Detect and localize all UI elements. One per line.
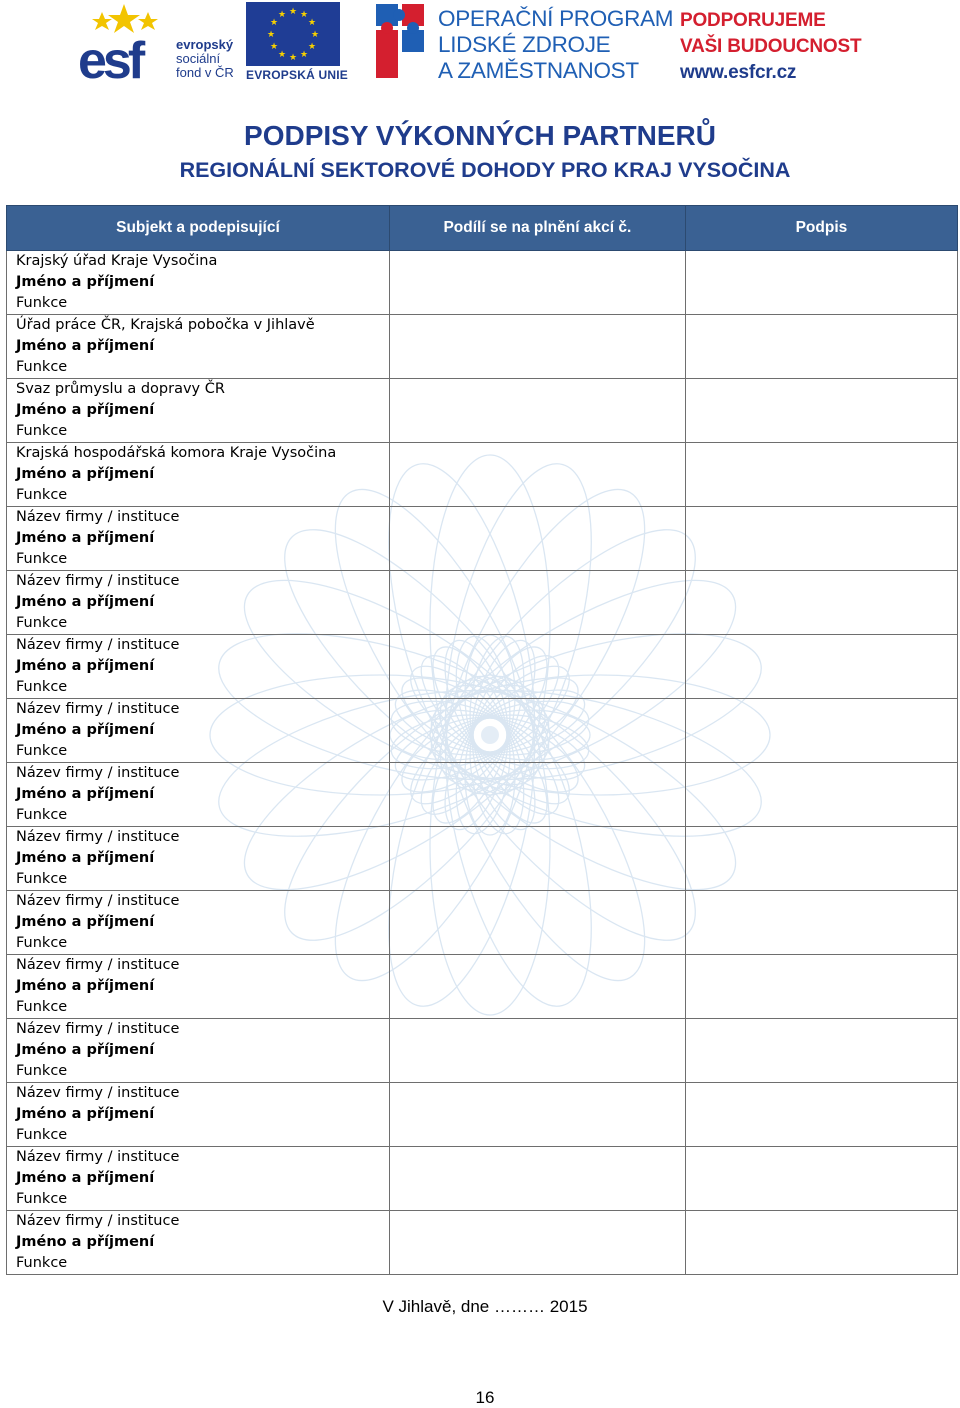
subject-cell bbox=[7, 251, 390, 315]
signature-cell[interactable] bbox=[685, 1211, 957, 1275]
subject-cell bbox=[7, 1211, 390, 1275]
svg-text:★: ★ bbox=[310, 30, 320, 40]
organization-name: Název firmy / instituce bbox=[16, 957, 180, 973]
support-line-2: VAŠI BUDOUCNOST bbox=[680, 36, 862, 57]
svg-text:★: ★ bbox=[269, 42, 279, 52]
table-row bbox=[7, 443, 958, 507]
actions-cell[interactable] bbox=[389, 1211, 685, 1275]
table-row bbox=[7, 763, 958, 827]
svg-text:★: ★ bbox=[299, 10, 309, 20]
organization-name: Krajská hospodářská komora Kraje Vysočina bbox=[16, 445, 337, 461]
esf-line-2: sociální bbox=[176, 51, 221, 66]
signatory-role-label: Funkce bbox=[16, 871, 68, 887]
actions-cell[interactable] bbox=[389, 955, 685, 1019]
support-logo-text bbox=[680, 8, 861, 86]
organization-name: Svaz průmyslu a dopravy ČR bbox=[16, 381, 225, 397]
organization-name: Název firmy / instituce bbox=[16, 1149, 180, 1165]
organization-name: Krajský úřad Kraje Vysočina bbox=[16, 253, 218, 269]
eu-label: EVROPSKÁ UNIE bbox=[246, 68, 348, 82]
signatory-name-label: Jméno a příjmení bbox=[16, 658, 155, 674]
signature-cell[interactable] bbox=[685, 955, 957, 1019]
signatory-name-label: Jméno a příjmení bbox=[16, 1042, 155, 1058]
organization-name: Název firmy / instituce bbox=[16, 765, 180, 781]
signatory-role-label: Funkce bbox=[16, 1063, 68, 1079]
signatory-name-label: Jméno a příjmení bbox=[16, 914, 155, 930]
signatory-name-label: Jméno a příjmení bbox=[16, 274, 155, 290]
signature-cell[interactable] bbox=[685, 1147, 957, 1211]
actions-cell[interactable] bbox=[389, 827, 685, 891]
table-row bbox=[7, 699, 958, 763]
table-row bbox=[7, 891, 958, 955]
actions-cell[interactable] bbox=[389, 507, 685, 571]
actions-cell[interactable] bbox=[389, 571, 685, 635]
table-row bbox=[7, 635, 958, 699]
signatory-name-label: Jméno a příjmení bbox=[16, 530, 155, 546]
organization-name: Název firmy / instituce bbox=[16, 1213, 180, 1229]
esf-line-1: evropský bbox=[176, 37, 234, 52]
signatory-name-label: Jméno a příjmení bbox=[16, 1106, 155, 1122]
svg-text:★: ★ bbox=[277, 10, 287, 20]
subject-cell bbox=[7, 443, 390, 507]
table-row bbox=[7, 379, 958, 443]
actions-cell[interactable] bbox=[389, 1019, 685, 1083]
subject-cell bbox=[7, 1019, 390, 1083]
actions-cell[interactable] bbox=[389, 891, 685, 955]
table-row bbox=[7, 955, 958, 1019]
subject-cell bbox=[7, 571, 390, 635]
signatory-name-label: Jméno a příjmení bbox=[16, 786, 155, 802]
signatory-role-label: Funkce bbox=[16, 1127, 68, 1143]
signatory-name-label: Jméno a příjmení bbox=[16, 722, 155, 738]
signatory-role-label: Funkce bbox=[16, 359, 68, 375]
signatory-name-label: Jméno a příjmení bbox=[16, 1234, 155, 1250]
organization-name: Název firmy / instituce bbox=[16, 893, 180, 909]
organization-name: Název firmy / instituce bbox=[16, 509, 180, 525]
actions-cell[interactable] bbox=[389, 1147, 685, 1211]
subject-cell bbox=[7, 315, 390, 379]
esf-logo-text bbox=[176, 38, 234, 80]
support-url: www.esfcr.cz bbox=[680, 62, 797, 83]
actions-cell[interactable] bbox=[389, 443, 685, 507]
signature-cell[interactable] bbox=[685, 763, 957, 827]
svg-text:★: ★ bbox=[269, 18, 279, 28]
organization-name: Název firmy / instituce bbox=[16, 573, 180, 589]
signatory-role-label: Funkce bbox=[16, 743, 68, 759]
table-body bbox=[7, 251, 958, 1275]
signatory-role-label: Funkce bbox=[16, 1255, 68, 1271]
signatory-name-label: Jméno a příjmení bbox=[16, 402, 155, 418]
svg-text:★: ★ bbox=[307, 18, 317, 28]
signatory-role-label: Funkce bbox=[16, 423, 68, 439]
actions-cell[interactable] bbox=[389, 763, 685, 827]
actions-cell[interactable] bbox=[389, 635, 685, 699]
actions-cell[interactable] bbox=[389, 315, 685, 379]
actions-cell[interactable] bbox=[389, 251, 685, 315]
op-line-3: A ZAMĚSTNANOST bbox=[438, 58, 639, 83]
signature-cell[interactable] bbox=[685, 379, 957, 443]
subject-cell bbox=[7, 827, 390, 891]
table-row bbox=[7, 315, 958, 379]
organization-name: Název firmy / instituce bbox=[16, 829, 180, 845]
table-row bbox=[7, 1147, 958, 1211]
signatory-name-label: Jméno a příjmení bbox=[16, 466, 155, 482]
signature-cell[interactable] bbox=[685, 891, 957, 955]
signature-cell[interactable] bbox=[685, 635, 957, 699]
table-row bbox=[7, 1083, 958, 1147]
page-number: 16 bbox=[475, 1388, 495, 1407]
signatory-role-label: Funkce bbox=[16, 1191, 68, 1207]
table-row bbox=[7, 1211, 958, 1275]
subject-cell bbox=[7, 699, 390, 763]
signatory-name-label: Jméno a příjmení bbox=[16, 1170, 155, 1186]
svg-text:★: ★ bbox=[277, 50, 287, 60]
page-title: PODPISY VÝKONNÝCH PARTNERŮ bbox=[244, 120, 716, 151]
table-row bbox=[7, 507, 958, 571]
subject-cell bbox=[7, 507, 390, 571]
table-row bbox=[7, 827, 958, 891]
actions-cell[interactable] bbox=[389, 699, 685, 763]
signatory-name-label: Jméno a příjmení bbox=[16, 850, 155, 866]
column-header-signature: Podpis bbox=[685, 206, 957, 251]
date-line: V Jihlavě, dne ……… 2015 bbox=[382, 1297, 588, 1316]
signatory-name-label: Jméno a příjmení bbox=[16, 594, 155, 610]
signatory-role-label: Funkce bbox=[16, 679, 68, 695]
subject-cell bbox=[7, 763, 390, 827]
svg-text:★: ★ bbox=[266, 30, 276, 40]
support-line-1: PODPORUJEME bbox=[680, 10, 826, 31]
signatory-role-label: Funkce bbox=[16, 615, 68, 631]
op-line-1: OPERAČNÍ PROGRAM bbox=[438, 6, 674, 31]
organization-name: Název firmy / instituce bbox=[16, 1021, 180, 1037]
signatory-role-label: Funkce bbox=[16, 999, 68, 1015]
organization-name: Úřad práce ČR, Krajská pobočka v Jihlavě bbox=[16, 317, 315, 333]
signature-cell[interactable] bbox=[685, 1083, 957, 1147]
signature-cell[interactable] bbox=[685, 315, 957, 379]
table-row bbox=[7, 1019, 958, 1083]
puzzle-icon bbox=[372, 0, 430, 82]
signature-cell[interactable] bbox=[685, 827, 957, 891]
subject-cell bbox=[7, 379, 390, 443]
page-subtitle: REGIONÁLNÍ SEKTOROVÉ DOHODY PRO KRAJ VYSOČINA bbox=[179, 158, 791, 182]
signature-table bbox=[6, 205, 958, 1275]
subject-cell bbox=[7, 891, 390, 955]
subject-cell bbox=[7, 1147, 390, 1211]
svg-text:★: ★ bbox=[307, 42, 317, 52]
op-logo-text bbox=[438, 6, 673, 84]
signature-cell[interactable] bbox=[685, 1019, 957, 1083]
organization-name: Název firmy / instituce bbox=[16, 701, 180, 717]
actions-cell[interactable] bbox=[389, 1083, 685, 1147]
actions-cell[interactable] bbox=[389, 379, 685, 443]
table-row bbox=[7, 251, 958, 315]
svg-text:★: ★ bbox=[288, 53, 298, 63]
signature-cell[interactable] bbox=[685, 699, 957, 763]
subject-cell bbox=[7, 1083, 390, 1147]
svg-text:esf: esf bbox=[78, 32, 142, 82]
eu-flag-icon bbox=[246, 2, 340, 66]
svg-text:★: ★ bbox=[288, 7, 298, 17]
signatory-name-label: Jméno a příjmení bbox=[16, 978, 155, 994]
organization-name: Název firmy / instituce bbox=[16, 637, 180, 653]
subject-cell bbox=[7, 955, 390, 1019]
signatory-role-label: Funkce bbox=[16, 295, 68, 311]
signature-cell[interactable] bbox=[685, 571, 957, 635]
esf-line-3: fond v ČR bbox=[176, 65, 234, 80]
signature-cell[interactable] bbox=[685, 251, 957, 315]
signature-cell[interactable] bbox=[685, 443, 957, 507]
table-header-row bbox=[7, 206, 958, 251]
organization-name: Název firmy / instituce bbox=[16, 1085, 180, 1101]
esf-logo-icon bbox=[76, 2, 172, 82]
signatory-role-label: Funkce bbox=[16, 935, 68, 951]
column-header-actions: Podílí se na plnění akcí č. bbox=[389, 206, 685, 251]
signatory-role-label: Funkce bbox=[16, 807, 68, 823]
signature-cell[interactable] bbox=[685, 507, 957, 571]
signatory-role-label: Funkce bbox=[16, 487, 68, 503]
logo-strip bbox=[0, 0, 960, 90]
svg-text:★: ★ bbox=[299, 50, 309, 60]
signatory-name-label: Jméno a příjmení bbox=[16, 338, 155, 354]
subject-cell bbox=[7, 635, 390, 699]
op-line-2: LIDSKÉ ZDROJE bbox=[438, 32, 611, 57]
signatory-role-label: Funkce bbox=[16, 551, 68, 567]
column-header-subject: Subjekt a podepisující bbox=[7, 206, 390, 251]
table-row bbox=[7, 571, 958, 635]
